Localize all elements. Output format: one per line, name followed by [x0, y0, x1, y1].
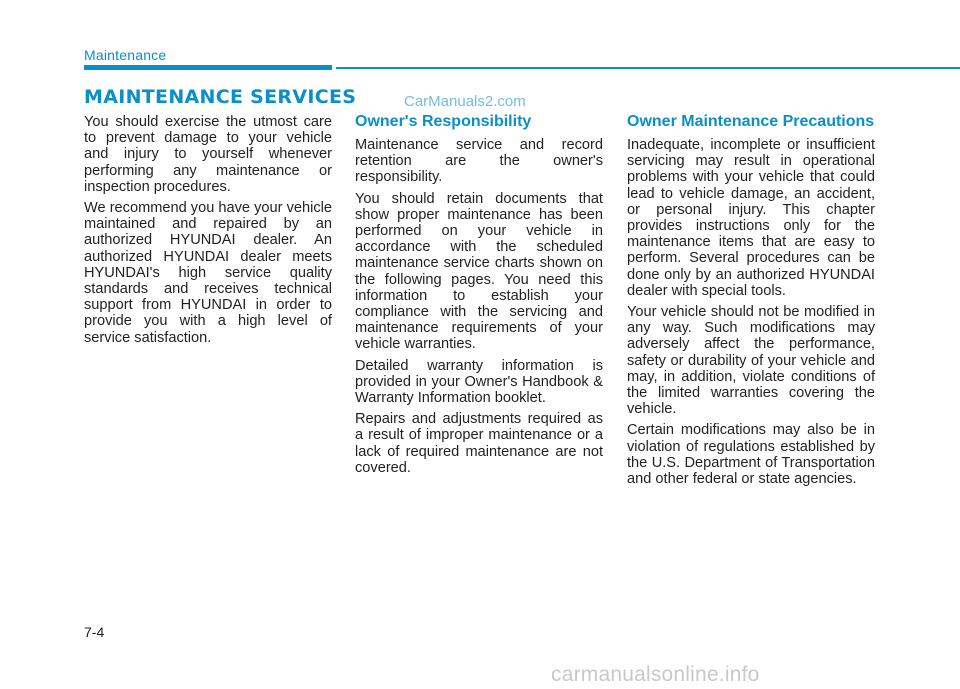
paragraph: Repairs and adjustments required as a result of improper maintenance or a lack of required maintenance are not covered. — [355, 411, 603, 476]
paragraph: Inadequate, incomplete or insufficient servicing may result in operational problems with your vehicle that could lead to vehicle damage, an accident, or personal injury. This chapter provides instructions only for the maintenance items that are easy to perform. Several procedures can be done only by an authorized HYUNDAI dealer with special tools. — [627, 137, 875, 299]
column-intro — [84, 114, 332, 351]
paragraph: You should exercise the utmost care to prevent damage to your vehicle and injury to yourself whenever performing any maintenance or inspection procedures. — [84, 114, 332, 195]
section-heading: Owner Maintenance Precautions — [627, 113, 875, 130]
paragraph: Maintenance service and record retention are the owner's responsibility. — [355, 137, 603, 186]
footer-watermark: carmanualsonline.info — [551, 663, 760, 686]
column-owner-responsibility — [355, 114, 603, 481]
header-rule-thick — [84, 65, 332, 70]
paragraph: Detailed warranty information is provided in your Owner's Handbook & Warranty Information booklet. — [355, 357, 603, 407]
page-title: MAINTENANCE SERVICES — [84, 86, 357, 108]
paragraph: Your vehicle should not be modified in any way. Such modifications may adversely affect the performance, safety or durability of your vehicle and may, in addition, violate conditions of the limited warranties covering the vehicle. — [627, 304, 875, 418]
top-watermark: CarManuals2.com — [404, 93, 526, 110]
page-number: 7-4 — [84, 624, 105, 640]
paragraph: You should retain documents that show proper maintenance has been performed on your vehicle in accordance with the scheduled maintenance service charts shown on the following pages. You need this information to establish your compliance with the servicing and maintenance requirements of your vehicle warranties. — [355, 190, 603, 353]
paragraph: We recommend you have your vehicle maintained and repaired by an authorized HYUNDAI dealer. An authorized HYUNDAI dealer meets HYUNDAI's high service quality standards and receives technical support from HYUNDAI in order to provide you with a high level of service satisfaction. — [84, 200, 332, 346]
header-rule-thin — [336, 67, 960, 69]
section-heading: Owner's Responsibility — [355, 113, 532, 130]
paragraph: Certain modifications may also be in violation of regulations established by the U.S. Department of Transportation and other federal or state agencies. — [627, 422, 875, 488]
column-maintenance-precautions — [627, 114, 875, 492]
section-label: Maintenance — [84, 47, 167, 63]
